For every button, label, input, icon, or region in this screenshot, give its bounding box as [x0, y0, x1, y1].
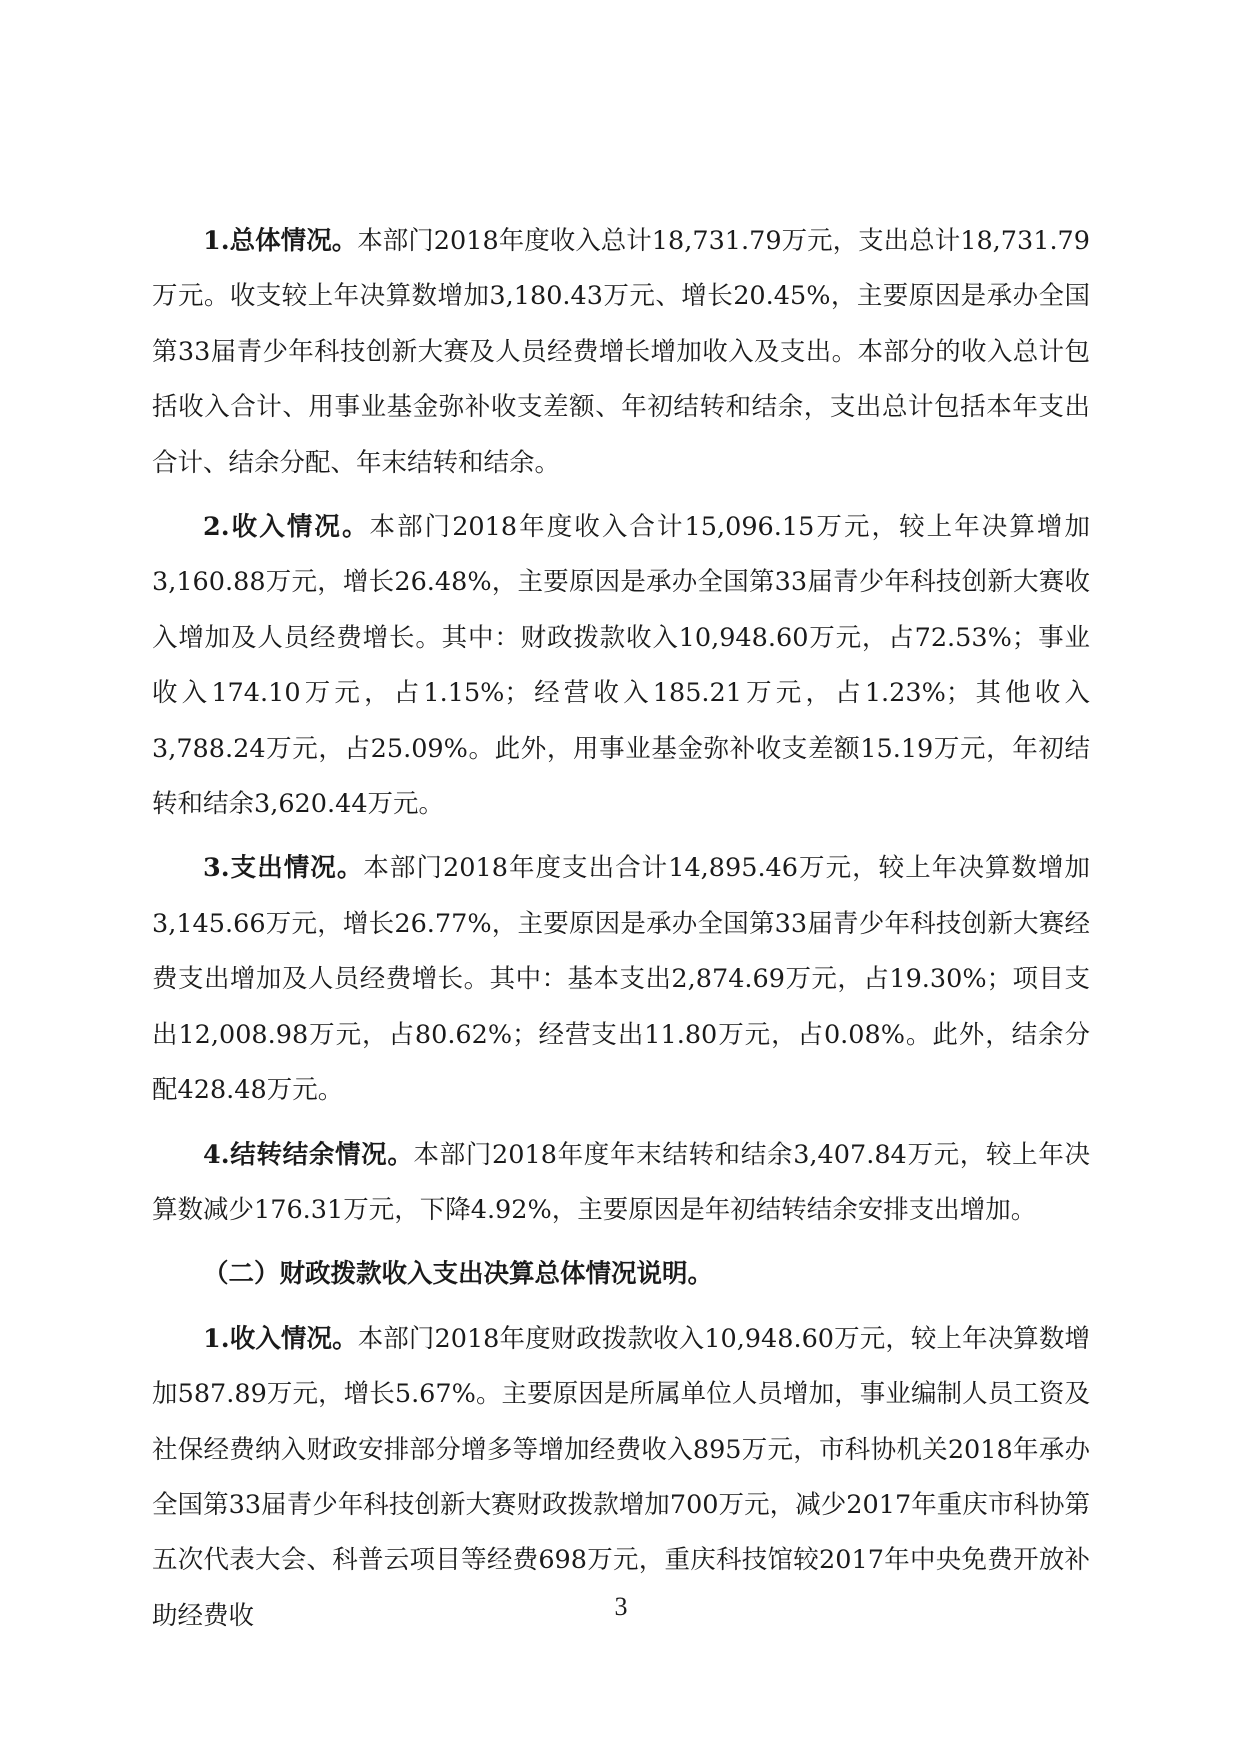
paragraph-lead: 2.收入情况。	[203, 512, 370, 543]
paragraph-expenditure	[152, 841, 1090, 1118]
paragraph-body: 本部门2018年度财政拨款收入10,948.60万元，较上年决算数增加587.89万元，增长5.67%。主要原因是所属单位人员增加，事业编制人员工资及社保经费纳入财政安排部分增多等增加经费收入895万元，市科协机关2018年承办全国第33届青少年科技创新大赛财政拨款增加700万元，减少2017年重庆市科协第五次代表大会、科普云项目等经费698万元，重庆科技馆较2017年中央免费开放补助经费收	[152, 1323, 1090, 1631]
paragraph-income	[152, 500, 1090, 832]
paragraph-overall	[152, 214, 1090, 491]
paragraph-body: 本部门2018年度支出合计14,895.46万元，较上年决算数增加3,145.66万元，增长26.77%，主要原因是承办全国第33届青少年科技创新大赛经费支出增加及人员经费增长。其中：基本支出2,874.69万元，占19.30%；项目支出12,008.98万元，占80.62%；经营支出11.80万元，占0.08%。此外，结余分配428.48万元。	[152, 853, 1090, 1106]
paragraph-carryover	[152, 1128, 1090, 1239]
paragraph-lead: 1.总体情况。	[203, 226, 358, 256]
paragraph-body: 本部门2018年度收入合计15,096.15万元，较上年决算增加3,160.88万元，增长26.48%，主要原因是承办全国第33届青少年科技创新大赛收入增加及人员经费增长。其中：财政拨款收入10,948.60万元，占72.53%；事业收入174.10万元，占1.15%；经营收入185.21万元，占1.23%；其他收入3,788.24万元，占25.09%。此外，用事业基金弥补收支差额15.19万元，年初结转和结余3,620.44万元。	[152, 512, 1090, 820]
page-number: 3	[614, 1592, 628, 1621]
paragraph-body: 本部门2018年度年末结转和结余3,407.84万元，较上年决算数减少176.31万元，下降4.92%，主要原因是年初结转结余安排支出增加。	[152, 1139, 1090, 1225]
document-page	[152, 214, 1090, 1644]
paragraph-lead: 4.结转结余情况。	[203, 1139, 414, 1170]
section-heading: （二）财政拨款收入支出决算总体情况说明。	[203, 1259, 714, 1290]
paragraph-body: 本部门2018年度收入总计18,731.79万元，支出总计18,731.79万元。收支较上年决算数增加3,180.43万元、增长20.45%，主要原因是承办全国第33届青少年科技创新大赛及人员经费增长增加收入及支出。本部分的收入总计包括收入合计、用事业基金弥补收支差额、年初结转和结余，支出总计包括本年支出合计、结余分配、年末结转和结余。	[152, 226, 1090, 478]
paragraph-lead: 1.收入情况。	[203, 1323, 358, 1354]
paragraph-lead: 3.支出情况。	[203, 853, 364, 884]
